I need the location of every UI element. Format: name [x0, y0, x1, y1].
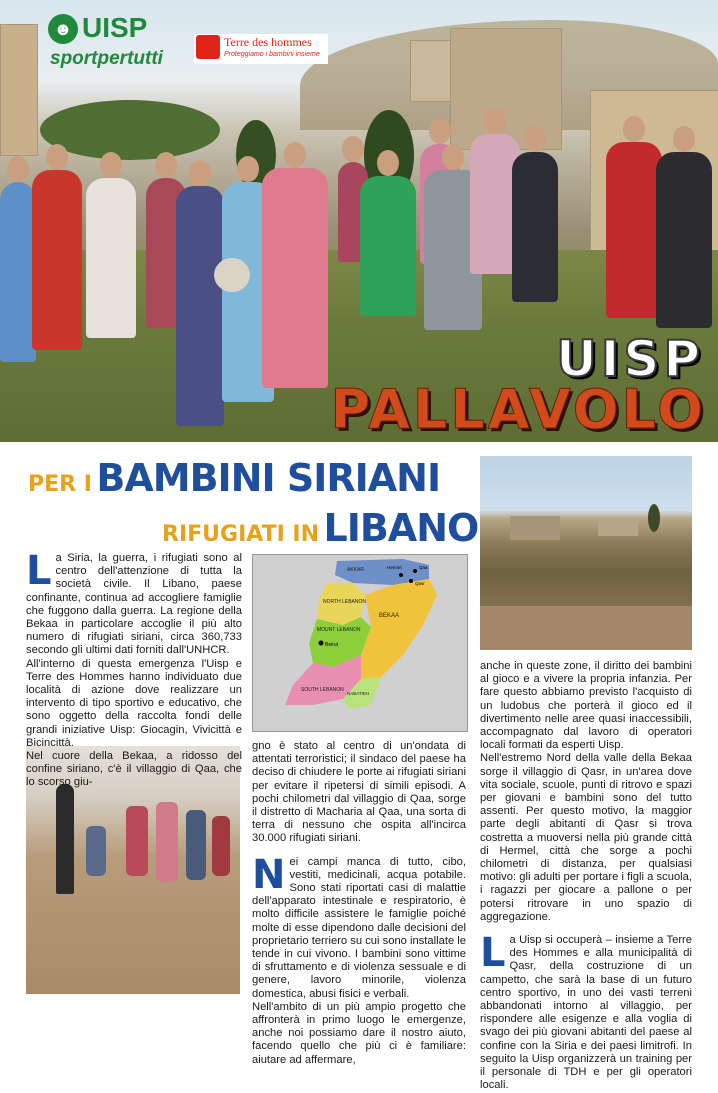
lebanon-map-svg	[253, 555, 467, 731]
headline-big-2: LIBANO	[323, 506, 479, 550]
child-figure	[176, 186, 224, 426]
distant-building	[510, 516, 560, 540]
rocky-ground	[480, 606, 692, 650]
field-photo	[480, 456, 692, 650]
map-label-nabatieh: NABATIEH	[347, 691, 370, 696]
dropcap: L	[480, 930, 506, 977]
child-figure	[262, 168, 328, 388]
paragraph: Nel cuore della Bekaa, a ridosso del confine siriano, c'è il villaggio di Qaa, che lo scorso giu-	[26, 750, 242, 789]
paragraph: ei campi manca di tutto, cibo, vestiti, medicinali, acqua potabile. Sono stati riportati casi di malattie dell'apparato intestinale e respiratorio, è molto difficile assistere le famiglie poiché molte di esse dipendono dalle decisioni del proprietario terriero su cui sono installate le tende in cui vivono. I bambini sono vittime di sfruttamento e di violenza sessuale e di genere, lavoro minorile, violenza domestica, abusi fisici e verbali.	[252, 855, 466, 1000]
map-label-north-lebanon: NORTH LEBANON	[323, 599, 366, 605]
child-figure	[0, 182, 36, 362]
uisp-logo-mark-icon: ☻	[48, 14, 78, 44]
lebanon-map	[252, 554, 468, 732]
child-figure	[606, 142, 662, 318]
map-city-qasr: Qasr	[415, 581, 425, 586]
child-figure	[212, 816, 230, 876]
headline-small-1: PER I	[28, 472, 92, 497]
map-city-beirut: Beirut	[325, 642, 339, 648]
tdh-logo-tagline: Proteggiamo i bambini insieme	[224, 51, 320, 58]
distant-tree	[648, 504, 660, 532]
article-column-2	[252, 740, 466, 1067]
background-gate	[450, 28, 562, 150]
paragraph: gno è stato al centro di un'ondata di attentati terroristici; il sindaco del paese ha deciso di chiudere le porte ai rifugiati siriani per evitare il ripetersi di simili episodi. A pochi chilometri dal villaggio di Qaa, sorge il distretto di Macharia al Qaa, una sorta di terra di nessuno che ospita all'incirca 30.000 rifugiati siriani.	[252, 740, 466, 845]
qasr-marker	[409, 579, 413, 583]
child-figure	[656, 152, 712, 328]
background-pillar	[0, 24, 38, 156]
uisp-logo-name: UISP	[82, 12, 148, 43]
headline-line-1	[28, 456, 440, 500]
map-city-qaa: Qaa	[419, 565, 428, 570]
child-figure	[360, 176, 416, 316]
paragraph: a Siria, la guerra, i rifugiati sono al centro dell'attenzione di tutta la società civile. Il Libano, paese confinante, continua ad accogliere famiglie che fuggono dalla guerra. La regione della Bekaa in particolare accoglie il più alto numero di rifugiati siriani, circa 360,733 secondo gli ultimi dati forniti dall'UNHCR.	[26, 552, 242, 657]
tdh-logo-mark-icon	[196, 35, 220, 59]
beirut-marker	[319, 641, 324, 646]
child-figure	[86, 826, 106, 876]
child-figure	[32, 170, 82, 350]
uisp-logo-tagline: sportpertutti	[50, 48, 163, 69]
paragraph: anche in queste zone, il diritto dei bambini al gioco e a vivere la propria infanzia. Per fare questo abbiamo previsto l'acquisto di un ludobus che porterà il gioco ed il divertimento nelle aree quasi inaccessibili, accompagnato dal lavoro di operatori locali formati da esperti Uisp.	[480, 660, 692, 752]
dropcap: L	[26, 548, 52, 594]
map-label-mount-lebanon: MOUNT LEBANON	[317, 627, 361, 633]
child-figure	[126, 806, 148, 876]
tdh-logo	[194, 34, 328, 64]
title-pallavolo: PALLAVOLO	[330, 378, 706, 441]
paragraph: Nell'estremo Nord della valle della Bekaa sorge il villaggio di Qasr, in un'area dove vita sociale, scuole, punti di ritrovo e spazi per giovani e bambini sono del tutto assenti. Per questo motivo, la maggior parte degli abitanti di Qasr si trova costretta a muoversi nella più grande città di Hermel, città che sorge a pochi chilometri di distanza, per qualsiasi motivo: gli adulti per portare i figli a scuola, i ragazzi per giocare a pallone o per potersi ritrovare in uno spazio di aggregazione.	[480, 752, 692, 923]
article-column-3	[480, 660, 692, 1093]
child-figure	[512, 152, 558, 302]
title-uisp: UISP	[556, 330, 704, 388]
headline-small-2: RIFUGIATI IN	[162, 522, 320, 547]
paragraph: All'interno di questa emergenza l'Uisp e Terre des Hommes hanno individuato due località di azione dove realizzare un intervento di tipo sportivo e educativo, che sono oggetto della raccolta fondi delle grandi iniziative Uisp: Giocagin, Vivicittà e Bicincittà.	[26, 657, 242, 749]
map-label-south-lebanon: SOUTH LEBANON	[301, 687, 344, 693]
headline-line-2	[162, 506, 478, 550]
headline-big-1: BAMBINI SIRIANI	[96, 456, 441, 500]
tdh-logo-name: Terre des hommes	[224, 35, 312, 49]
volleyball	[214, 258, 250, 292]
child-figure	[186, 810, 206, 880]
distant-building	[598, 520, 638, 536]
paragraph: Nell'ambito di un più ampio progetto che affronterà in primo luogo le emergenze, anche noi possiamo dare il nostro aiuto, facendo quello che più ci è familiare: aiutare ad affermare,	[252, 1000, 466, 1066]
article-column-1	[26, 548, 242, 790]
qaa-marker	[413, 569, 417, 573]
hermel-marker	[399, 573, 403, 577]
uisp-logo	[48, 12, 178, 74]
hero-photo	[0, 0, 718, 442]
child-figure	[86, 178, 136, 338]
adult-figure	[56, 784, 74, 894]
dropcap: N	[252, 851, 286, 898]
map-city-hermel: Hermel	[387, 565, 402, 570]
map-label-bekaa: BEKAA	[379, 613, 400, 619]
map-label-akkar: AKKAR	[347, 567, 364, 573]
paragraph: a Uisp si occuperà – insieme a Terre des Hommes e alla municipalità di Qasr, della costruzione di un campetto, che sarà la base di un futuro centro sportivo, in uno dei vasti terreni abbandonati intorno al villaggio, per rispondere alle esigenze e alla voglia di svago dei più giovani abitanti del paese al confine con la Siria e dei paesi limitrofi. In seguito la Uisp organizzerà un training per il personale di TDH e per gli operatori locali.	[480, 934, 692, 1092]
child-figure	[156, 802, 178, 882]
